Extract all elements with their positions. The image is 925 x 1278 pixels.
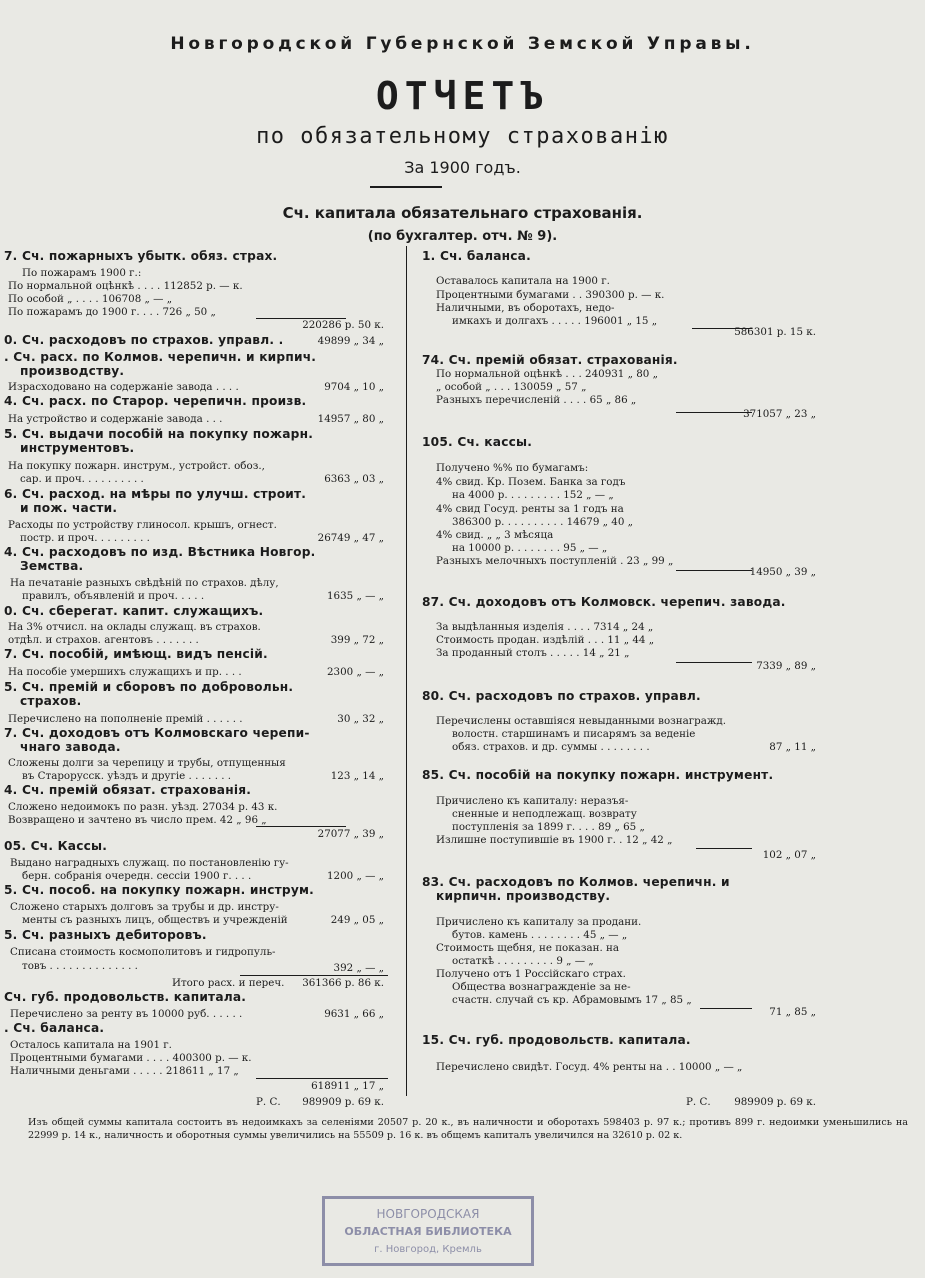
right-account-heading: 83. Сч. расходовъ по Колмов. черепичн. и bbox=[422, 875, 730, 889]
left-entry: постр. и проч. . . . . . . . . bbox=[20, 532, 150, 544]
left-amount: 14957 „ 80 „ bbox=[317, 413, 384, 425]
left-entry: Списана стоимость космополитовъ и гидропуль- bbox=[10, 946, 276, 958]
left-account-heading: 4. Сч. расх. по Старор. черепичн. произв. bbox=[4, 394, 307, 408]
left-account-heading: 6. Сч. расход. на мѣры по улучш. строит. bbox=[4, 487, 307, 501]
right-grand-total: 989909 р. 69 к. bbox=[734, 1096, 816, 1108]
left-amount: 49899 „ 34 „ bbox=[317, 335, 384, 347]
right-entry: сненные и неподлежащ. возврату bbox=[452, 808, 637, 820]
left-grand-total: 989909 р. 69 к. bbox=[302, 1096, 384, 1108]
left-account-heading: 7. Сч. пожарныхъ убытк. обяз. страх. bbox=[4, 249, 278, 263]
left-account-heading: чнаго завода. bbox=[20, 740, 121, 754]
right-account-heading: кирпичн. производству. bbox=[436, 889, 611, 903]
left-amount: 9704 „ 10 „ bbox=[324, 381, 384, 393]
library-stamp bbox=[322, 1196, 534, 1266]
left-grand-label: Р. С. bbox=[256, 1096, 281, 1108]
left-amount: 392 „ — „ bbox=[333, 962, 384, 974]
left-amount: 6363 „ 03 „ bbox=[324, 473, 384, 485]
right-entry: Перечислены оставшіяся невыданными вознагражд. bbox=[436, 715, 726, 727]
left-entry: правилъ, объявленій и проч. . . . . bbox=[22, 590, 205, 602]
left-amount: 26749 „ 47 „ bbox=[317, 532, 384, 544]
right-entry: За проданный столъ . . . . . 14 „ 21 „ bbox=[436, 647, 630, 659]
right-amount: 14950 „ 39 „ bbox=[749, 566, 816, 578]
left-account-heading: 7. Сч. доходовъ отъ Колмовскаго черепи- bbox=[4, 726, 310, 740]
right-amount: 371057 „ 23 „ bbox=[743, 408, 816, 420]
left-total-amount: 361366 р. 86 к. bbox=[302, 977, 384, 989]
left-account-heading: 5. Сч. пособ. на покупку пожарн. инструм. bbox=[4, 883, 314, 897]
right-account-heading: 85. Сч. пособій на покупку пожарн. инструмент. bbox=[422, 768, 774, 782]
right-amount: 586301 р. 15 к. bbox=[734, 326, 816, 338]
left-entry: Перечислено на пополненіе премій . . . . . . bbox=[8, 713, 243, 725]
right-subtotal-rule bbox=[676, 412, 752, 413]
left-entry: Сложено недоимокъ по разн. уѣзд. 27034 р. 43 к. bbox=[8, 801, 278, 813]
right-entry: счастн. случай съ кр. Абрамовымъ 17 „ 85 „ bbox=[452, 994, 692, 1006]
left-account-heading: страхов. bbox=[20, 694, 82, 708]
left-entry: Наличными деньгами . . . . . 218611 „ 17 „ bbox=[10, 1065, 239, 1077]
left-total-rule bbox=[240, 975, 388, 976]
left-account-heading: 0. Сч. расходовъ по страхов. управл. . bbox=[4, 333, 284, 347]
left-account-heading: 4. Сч. премій обязат. страхованія. bbox=[4, 783, 252, 797]
left-account-heading: 05. Сч. Кассы. bbox=[4, 839, 108, 853]
left-account-heading: 5. Сч. премій и сборовъ по добровольн. bbox=[4, 680, 294, 694]
left-entry: По нормальной оцѣнкѣ . . . . 112852 р. — к. bbox=[8, 280, 243, 292]
right-entry: имкахъ и долгахъ . . . . . 196001 „ 15 „ bbox=[452, 315, 658, 327]
organization-heading: Новгородской Губернской Земской Управы. bbox=[170, 34, 755, 54]
left-account-heading: 7. Сч. пособій, имѣющ. видъ пенсій. bbox=[4, 647, 268, 661]
left-subtotal-rule bbox=[256, 826, 346, 827]
report-year: За 1900 годъ. bbox=[404, 158, 521, 177]
left-entry: отдѣл. и страхов. агентовъ . . . . . . . bbox=[8, 634, 199, 646]
left-account-heading: Сч. губ. продовольств. капитала. bbox=[4, 990, 247, 1004]
right-entry: Получено %% по бумагамъ: bbox=[436, 462, 589, 474]
right-entry: Стоимость щебня, не показан. на bbox=[436, 942, 619, 954]
right-entry: 386300 р. . . . . . . . . . 14679 „ 40 „ bbox=[452, 516, 633, 528]
right-account-heading: 1. Сч. баланса. bbox=[422, 249, 531, 263]
left-account-heading: 0. Сч. сберегат. капит. служащихъ. bbox=[4, 604, 264, 618]
left-entry: Процентными бумагами . . . . 400300 р. — к. bbox=[10, 1052, 252, 1064]
left-account-heading: 4. Сч. расходовъ по изд. Вѣстника Новгор. bbox=[4, 545, 316, 559]
footer-note: Изъ общей суммы капитала состоитъ въ недоимкахъ за селеніями 20507 р. 20 к., въ наличности и оборотахъ 598403 р. 97 к.; противъ 899 г. недоимки уменьшились на 22999 р. 14 к., наличность и оборотныя суммы увеличились на 55509 р. 16 к. въ общемъ капиталъ увеличился на 32610 р. 02 к. bbox=[28, 1117, 908, 1141]
right-amount: 87 „ 11 „ bbox=[769, 741, 816, 753]
right-entry: на 10000 р. . . . . . . . 95 „ — „ bbox=[452, 542, 608, 554]
right-entry: Разныхъ мелочныхъ поступленій . 23 „ 99 „ bbox=[436, 555, 674, 567]
right-entry: Оставалось капитала на 1900 г. bbox=[436, 275, 610, 287]
left-entry: По особой „ . . . . 106708 „ — „ bbox=[8, 293, 173, 305]
right-subtotal-rule bbox=[676, 662, 752, 663]
right-entry: Перечислено свидѣт. Госуд. 4% ренты на . . 10000 „ — „ bbox=[436, 1061, 743, 1073]
right-subtotal-rule bbox=[700, 1008, 752, 1009]
left-amount: 220286 р. 50 к. bbox=[302, 319, 384, 331]
right-entry: Стоимость продан. издѣлій . . . 11 „ 44 „ bbox=[436, 634, 655, 646]
left-amount: 27077 „ 39 „ bbox=[317, 828, 384, 840]
left-amount: 618911 „ 17 „ bbox=[311, 1080, 384, 1092]
right-entry: 4% свид. Кр. Позем. Банка за годъ bbox=[436, 476, 626, 488]
column-divider bbox=[406, 246, 407, 1096]
left-account-heading: 5. Сч. разныхъ дебиторовъ. bbox=[4, 928, 207, 942]
right-entry: на 4000 р. . . . . . . . . 152 „ — „ bbox=[452, 489, 614, 501]
left-account-heading: и пож. части. bbox=[20, 501, 118, 515]
left-account-heading: 5. Сч. выдачи пособій на покупку пожарн. bbox=[4, 427, 314, 441]
right-subtotal-rule bbox=[676, 570, 752, 571]
right-amount: 7339 „ 89 „ bbox=[756, 660, 816, 672]
left-entry: Израсходовано на содержаніе завода . . . . bbox=[8, 381, 239, 393]
right-entry: Причислено къ капиталу: неразъя- bbox=[436, 795, 629, 807]
right-entry: „ особой „ . . . 130059 „ 57 „ bbox=[436, 381, 587, 393]
stamp-line: г. Новгород, Кремль bbox=[374, 1244, 482, 1255]
left-amount: 399 „ 72 „ bbox=[330, 634, 384, 646]
left-entry: Сложены долги за черепицу и трубы, отпущенныя bbox=[8, 757, 286, 769]
left-amount: 1635 „ — „ bbox=[327, 590, 384, 602]
left-account-heading: производству. bbox=[20, 364, 125, 378]
right-entry: Причислено къ капиталу за продани. bbox=[436, 916, 642, 928]
right-entry: волостн. старшинамъ и писарямъ за веденіе bbox=[452, 728, 696, 740]
right-account-heading: 80. Сч. расходовъ по страхов. управл. bbox=[422, 689, 701, 703]
left-entry: товъ . . . . . . . . . . . . . . bbox=[22, 960, 138, 972]
left-amount: 123 „ 14 „ bbox=[330, 770, 384, 782]
left-amount: 1200 „ — „ bbox=[327, 870, 384, 882]
left-entry: Возвращено и зачтено въ число прем. 42 „ 96 „ bbox=[8, 814, 267, 826]
left-entry: Расходы по устройству глиносол. крышъ, огнест. bbox=[8, 519, 277, 531]
left-balance-rule bbox=[256, 1078, 388, 1079]
left-entry: На покупку пожарн. инструм., устройст. обоз., bbox=[8, 460, 265, 472]
left-entry: Выдано наградныхъ служащ. по постановленію гу- bbox=[10, 857, 289, 869]
left-entry: По пожарамъ до 1900 г. . . . 726 „ 50 „ bbox=[8, 306, 216, 318]
left-account-heading: инструментовъ. bbox=[20, 441, 135, 455]
right-entry: Излишне поступившіе въ 1900 г. . 12 „ 42 „ bbox=[436, 834, 673, 846]
left-entry: Осталось капитала на 1901 г. bbox=[10, 1039, 172, 1051]
left-entry: На пособіе умершихъ служащихъ и пр. . . . bbox=[8, 666, 242, 678]
right-entry: Общества вознагражденіе за не- bbox=[452, 981, 631, 993]
report-subtitle: по обязательному страхованію bbox=[256, 124, 669, 149]
right-entry: Наличными, въ оборотахъ, недо- bbox=[436, 302, 615, 314]
right-entry: 4% свид. „ „ 3 мѣсяца bbox=[436, 529, 554, 541]
left-entry: Сложено старыхъ долговъ за трубы и др. инстру- bbox=[10, 901, 279, 913]
right-account-heading: 105. Сч. кассы. bbox=[422, 435, 533, 449]
left-total-label: Итого расх. и переч. bbox=[172, 977, 285, 989]
left-amount: 9631 „ 66 „ bbox=[324, 1008, 384, 1020]
left-entry: На устройство и содержаніе завода . . . bbox=[8, 413, 223, 425]
right-entry: 4% свид Госуд. ренты за 1 годъ на bbox=[436, 503, 624, 515]
report-title: ОТЧЕТЪ bbox=[375, 74, 550, 118]
right-grand-label: Р. С. bbox=[686, 1096, 711, 1108]
left-entry: На 3% отчисл. на оклады служащ. въ страхов. bbox=[8, 621, 261, 633]
left-account-heading: . Сч. расх. по Колмов. черепичн. и кирпич. bbox=[4, 350, 317, 364]
right-account-heading: 15. Сч. губ. продовольств. капитала. bbox=[422, 1033, 691, 1047]
left-entry: въ Старорусск. уѣздъ и другіе . . . . . . . bbox=[22, 770, 232, 782]
right-entry: остаткѣ . . . . . . . . . 9 „ — „ bbox=[452, 955, 594, 967]
right-entry: Процентными бумагами . . 390300 р. — к. bbox=[436, 289, 665, 301]
right-entry: обяз. страхов. и др. суммы . . . . . . . . bbox=[452, 741, 650, 753]
right-entry: Разныхъ перечисленій . . . . 65 „ 86 „ bbox=[436, 394, 637, 406]
right-entry: За выдѣланныя изделія . . . . 7314 „ 24 „ bbox=[436, 621, 654, 633]
section-note: (по бухгалтер. отч. № 9). bbox=[367, 229, 558, 244]
left-amount: 30 „ 32 „ bbox=[337, 713, 384, 725]
right-amount: 71 „ 85 „ bbox=[769, 1006, 816, 1018]
right-entry: поступленія за 1899 г. . . . 89 „ 65 „ bbox=[452, 821, 645, 833]
left-entry: По пожарамъ 1900 г.: bbox=[22, 267, 142, 279]
right-entry: Получено отъ 1 Россійскаго страх. bbox=[436, 968, 626, 980]
right-account-heading: 87. Сч. доходовъ отъ Колмовск. черепич. завода. bbox=[422, 595, 786, 609]
right-entry: По нормальной оцѣнкѣ . . . 240931 „ 80 „ bbox=[436, 368, 658, 380]
right-subtotal-rule bbox=[696, 848, 752, 849]
left-account-heading: . Сч. баланса. bbox=[4, 1021, 105, 1035]
left-account-heading: Земства. bbox=[20, 559, 84, 573]
stamp-line: НОВГОРОДСКАЯ bbox=[376, 1207, 480, 1221]
right-account-heading: 74. Сч. премій обязат. страхованія. bbox=[422, 353, 678, 367]
left-entry: берн. собранія очередн. сессіи 1900 г. . . . bbox=[22, 870, 252, 882]
section-title: Сч. капитала обязательнаго страхованія. bbox=[282, 204, 643, 222]
right-entry: бутов. камень . . . . . . . . 45 „ — „ bbox=[452, 929, 628, 941]
left-amount: 2300 „ — „ bbox=[327, 666, 384, 678]
left-entry: Перечислено за ренту въ 10000 руб. . . . . . bbox=[10, 1008, 243, 1020]
left-entry: На печатаніе разныхъ свѣдѣній по страхов. дѣлу, bbox=[10, 577, 279, 589]
title-divider bbox=[370, 186, 442, 188]
right-amount: 102 „ 07 „ bbox=[762, 849, 816, 861]
left-entry: менты съ разныхъ лицъ, обществъ и учрежденій bbox=[22, 914, 288, 926]
stamp-line: ОБЛАСТНАЯ БИБЛИОТЕКА bbox=[344, 1225, 512, 1238]
left-amount: 249 „ 05 „ bbox=[330, 914, 384, 926]
left-entry: сар. и проч. . . . . . . . . . bbox=[20, 473, 144, 485]
